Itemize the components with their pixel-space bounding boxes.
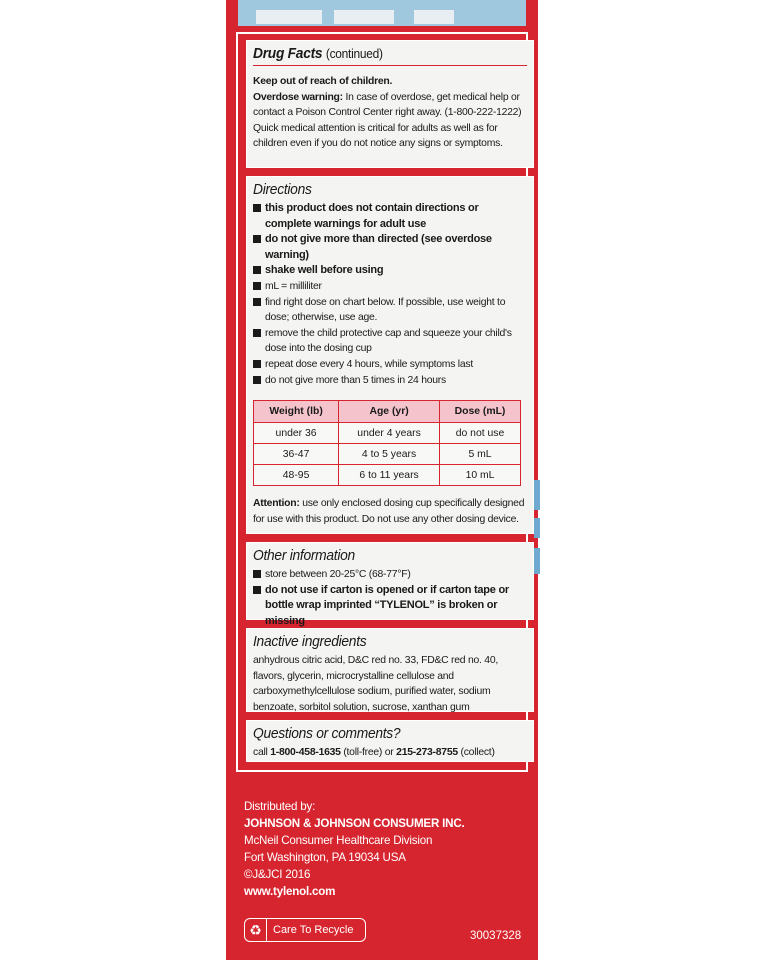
distributor-address: Fort Washington, PA 19034 USA	[244, 851, 406, 864]
recycle-icon: ♻	[245, 919, 267, 941]
list-item-text: find right dose on chart below. If possible, use weight to dose; otherwise, use age.	[265, 296, 506, 324]
table-cell: 5 mL	[440, 444, 521, 465]
list-item	[253, 567, 527, 583]
distributor-company: JOHNSON & JOHNSON CONSUMER INC.	[244, 817, 465, 830]
directions-box	[246, 176, 534, 534]
carton-edge-tab	[534, 480, 540, 510]
list-item-text: do not use if carton is opened or if carton tape or bottle wrap imprinted “TYLENOL” is broken or missing	[265, 583, 509, 627]
directions-title: Directions	[253, 181, 312, 198]
overdose-warning: Overdose warning: In case of overdose, get medical help or contact a Poison Control Center right away. (1-800-222-1222) Quick medical attention is critical for adults as well as for children even if you do not notice any signs or symptoms.	[253, 91, 522, 150]
product-code: 30037328	[470, 930, 522, 942]
bullet-square-icon	[253, 266, 261, 274]
list-item-text: repeat dose every 4 hours, while symptoms last	[265, 358, 473, 370]
questions-box	[246, 720, 534, 762]
other-info-box	[246, 542, 534, 627]
table-header-cell: Weight (lb)	[254, 401, 339, 423]
list-item-text: mL = milliliter	[265, 280, 322, 292]
carton-top-strip	[238, 0, 526, 26]
list-item	[253, 357, 527, 373]
list-item-text: do not give more than directed (see overdose warning)	[265, 233, 492, 261]
carton-edge-tab	[534, 518, 540, 538]
table-cell: 10 mL	[440, 465, 521, 486]
table-cell: 48-95	[254, 465, 339, 486]
copyright: ©J&JCI 2016	[244, 868, 311, 881]
bullet-square-icon	[253, 586, 261, 594]
phone-collect[interactable]: 215-273-8755	[396, 747, 458, 758]
keep-out-warning: Keep out of reach of children.	[253, 76, 393, 87]
carton-edge-tab	[534, 548, 540, 574]
bullet-square-icon	[253, 298, 261, 306]
table-cell: under 4 years	[339, 423, 440, 444]
list-item	[253, 326, 527, 357]
table-cell: 36-47	[254, 444, 339, 465]
distributor-division: McNeil Consumer Healthcare Division	[244, 834, 433, 847]
list-item-text: do not give more than 5 times in 24 hours	[265, 374, 446, 386]
phone-tollfree[interactable]: 1-800-458-1635	[270, 747, 341, 758]
bullet-square-icon	[253, 204, 261, 212]
directions-list	[253, 201, 527, 388]
list-item-text: shake well before using	[265, 264, 384, 277]
table-cell: under 36	[254, 423, 339, 444]
other-info-list	[253, 567, 527, 629]
inactive-ingredients-text: anhydrous citric acid, D&C red no. 33, FD&C red no. 40, flavors, glycerin, microcrystalline cellulose and carboxymethylcellulose sodium, purified water, sodium benzoate, sorbitol solution, sucrose, xanthan gum	[253, 655, 498, 713]
bullet-square-icon	[253, 282, 261, 290]
table-header-cell: Dose (mL)	[440, 401, 521, 423]
distributor-label: Distributed by:	[244, 800, 316, 813]
inactive-ingredients-title: Inactive ingredients	[253, 633, 367, 650]
list-item	[253, 201, 527, 232]
list-item	[253, 279, 527, 295]
recycle-label: Care To Recycle	[273, 924, 354, 936]
questions-title: Questions or comments?	[253, 725, 401, 742]
table-header-cell: Age (yr)	[339, 401, 440, 423]
list-item	[253, 583, 527, 630]
website-link[interactable]: www.tylenol.com	[244, 885, 336, 898]
table-cell: 6 to 11 years	[339, 465, 440, 486]
bullet-square-icon	[253, 360, 261, 368]
distributor-info	[244, 798, 465, 900]
bullet-square-icon	[253, 329, 261, 337]
list-item	[253, 295, 527, 326]
list-item-text: remove the child protective cap and squeeze your child's dose into the dosing cup	[265, 327, 512, 355]
other-info-title: Other information	[253, 547, 355, 564]
bullet-square-icon	[253, 376, 261, 384]
list-item	[253, 263, 527, 279]
dosing-table	[253, 400, 521, 486]
list-item-text: store between 20-25°C (68-77°F)	[265, 569, 411, 580]
attention-note: Attention: use only enclosed dosing cup specifically designed for use with this product. Do not use any other dosing device.	[253, 498, 525, 525]
bullet-square-icon	[253, 235, 261, 243]
questions-contact: call 1-800-458-1635 (toll-free) or 215-273-8755 (collect)	[253, 747, 495, 758]
bullet-square-icon	[253, 570, 261, 578]
drug-facts-panel	[236, 32, 528, 772]
drug-facts-title: Drug Facts (continued)	[253, 45, 383, 62]
drug-facts-box	[246, 40, 534, 168]
table-row	[254, 444, 521, 465]
list-item	[253, 373, 527, 389]
table-row	[254, 465, 521, 486]
list-item	[253, 232, 527, 263]
list-item-text: this product does not contain directions or complete warnings for adult use	[265, 202, 479, 230]
table-row	[254, 423, 521, 444]
table-cell: do not use	[440, 423, 521, 444]
inactive-ingredients-box	[246, 628, 534, 712]
table-cell: 4 to 5 years	[339, 444, 440, 465]
recycle-badge	[244, 918, 366, 942]
